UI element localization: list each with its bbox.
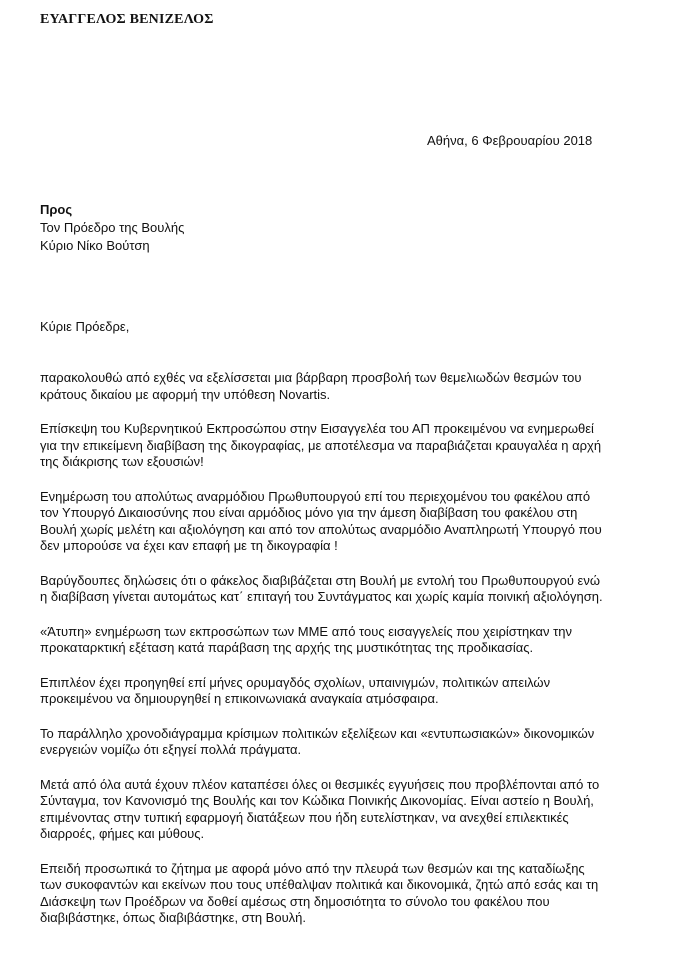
paragraph-line: κράτους δικαίου με αφορμή την υπόθεση Novartis.: [40, 386, 331, 402]
recipient-heading: Προς: [40, 202, 73, 217]
paragraph-line: Επίσκεψη του Κυβερνητικού Εκπροσώπου στην Εισαγγελέα του ΑΠ προκειμένου να ενημερωθεί: [40, 421, 594, 436]
paragraph-line: Μετά από όλα αυτά έχουν πλέον καταπέσει όλες οι θεσμικές εγγυήσεις που προβλέπονται από το: [40, 776, 600, 792]
body-paragraph: [40, 675, 690, 708]
paragraph-line: παρακολουθώ από εχθές να εξελίσσεται μια βάρβαρη προσβολή των θεμελιωδών θεσμών του: [40, 370, 582, 385]
paragraph-line: επιμένοντας στην τυπική εφαρμογή διατάξεων που ήδη ευτελίστηκαν, να ανεχθεί επιλεκτικές: [40, 809, 569, 825]
paragraph-line: Σύνταγμα, τον Κανονισμό της Βουλής και τον Κώδικα Ποινικής Δικονομίας. Είναι αστείο η Βουλή,: [40, 793, 594, 808]
recipient-line: Τον Πρόεδρο της Βουλής: [40, 220, 185, 235]
body-paragraph: [40, 573, 690, 606]
paragraph-line: Διάσκεψη των Προέδρων να δοθεί αμέσως στη δημοσιότητα το σύνολο του φακέλου που: [40, 893, 550, 909]
letter-body: [40, 370, 690, 945]
paragraph-line: Βουλή χωρίς μελέτη και αξιολόγηση και από τον απολύτως αναρμόδιο Αναπληρωτή Υπουργό που: [40, 521, 602, 537]
body-paragraph: [40, 777, 690, 843]
paragraph-line: Επειδή προσωπικά το ζήτημα με αφορά μόνο από την πλευρά των θεσμών και της καταδίωξης: [40, 860, 585, 876]
recipient-block: [40, 201, 184, 255]
body-paragraph: [40, 370, 690, 403]
body-paragraph: [40, 624, 690, 657]
paragraph-line: τον Υπουργό Δικαιοσύνης που είναι αρμόδιος μόνο για την άμεση διαβίβαση του φακέλου στη: [40, 505, 578, 520]
paragraph-line: ενεργειών νομίζω ότι εξηγεί πολλά πράγματα.: [40, 742, 302, 757]
body-paragraph: [40, 421, 690, 471]
paragraph-line: της διάκρισης των εξουσιών!: [40, 454, 204, 469]
paragraph-line: Το παράλληλο χρονοδιάγραμμα κρίσιμων πολιτικών εξελίξεων και «εντυπωσιακών» δικονομικών: [40, 725, 595, 741]
paragraph-line: διαβιβάστηκε, όπως διαβιβάστηκε, στη Βουλή.: [40, 910, 307, 925]
sender-name: ΕΥΑΓΓΕΛΟΣ ΒΕΝΙΖΕΛΟΣ: [40, 12, 214, 27]
paragraph-line: η διαβίβαση γίνεται αυτομάτως κατ΄ επιταγή του Συντάγματος και χωρίς καμία ποινική αξιολόγηση.: [40, 589, 603, 604]
body-paragraph: [40, 726, 690, 759]
paragraph-line: «Άτυπη» ενημέρωση των εκπροσώπων των ΜΜΕ από τους εισαγγελείς που χειρίστηκαν την: [40, 623, 573, 639]
salutation: Κύριε Πρόεδρε,: [40, 319, 130, 334]
paragraph-line: Ενημέρωση του απολύτως αναρμόδιου Πρωθυπουργού επί του περιεχομένου του φακέλου από: [40, 488, 591, 504]
paragraph-line: Βαρύγδουπες δηλώσεις ότι ο φάκελος διαβιβάζεται στη Βουλή με εντολή του Πρωθυπουργού ενώ: [40, 572, 600, 588]
paragraph-line: δεν μπορούσε να έχει καν επαφή με τη δικογραφία !: [40, 538, 338, 553]
paragraph-line: των συκοφαντών και εκείνων που τους υπέθαλψαν πολιτικά και δικονομικά, ζητώ από εσάς και τη: [40, 877, 599, 892]
paragraph-line: διαρροές, φήμες και μύθους.: [40, 826, 205, 841]
paragraph-line: προκαταρκτική εξέταση κατά παράβαση της αρχής της μυστικότητας της προδικασίας.: [40, 640, 534, 655]
recipient-line: Κύριο Νίκο Βούτση: [40, 238, 150, 253]
paragraph-line: προκειμένου να δημιουργηθεί η επικοινωνιακά αναγκαία ατμόσφαιρα.: [40, 691, 439, 706]
body-paragraph: [40, 489, 690, 555]
body-paragraph: [40, 861, 690, 927]
paragraph-line: για την επικείμενη διαβίβαση της δικογραφίας, με αποτέλεσμα να παραβιάζεται κραυγαλέα η αρχή: [40, 437, 602, 453]
letter-date: Αθήνα, 6 Φεβρουαρίου 2018: [427, 133, 593, 148]
paragraph-line: Επιπλέον έχει προηγηθεί επί μήνες ορυμαγδός σχολίων, υπαινιγμών, πολιτικών απειλών: [40, 674, 551, 690]
